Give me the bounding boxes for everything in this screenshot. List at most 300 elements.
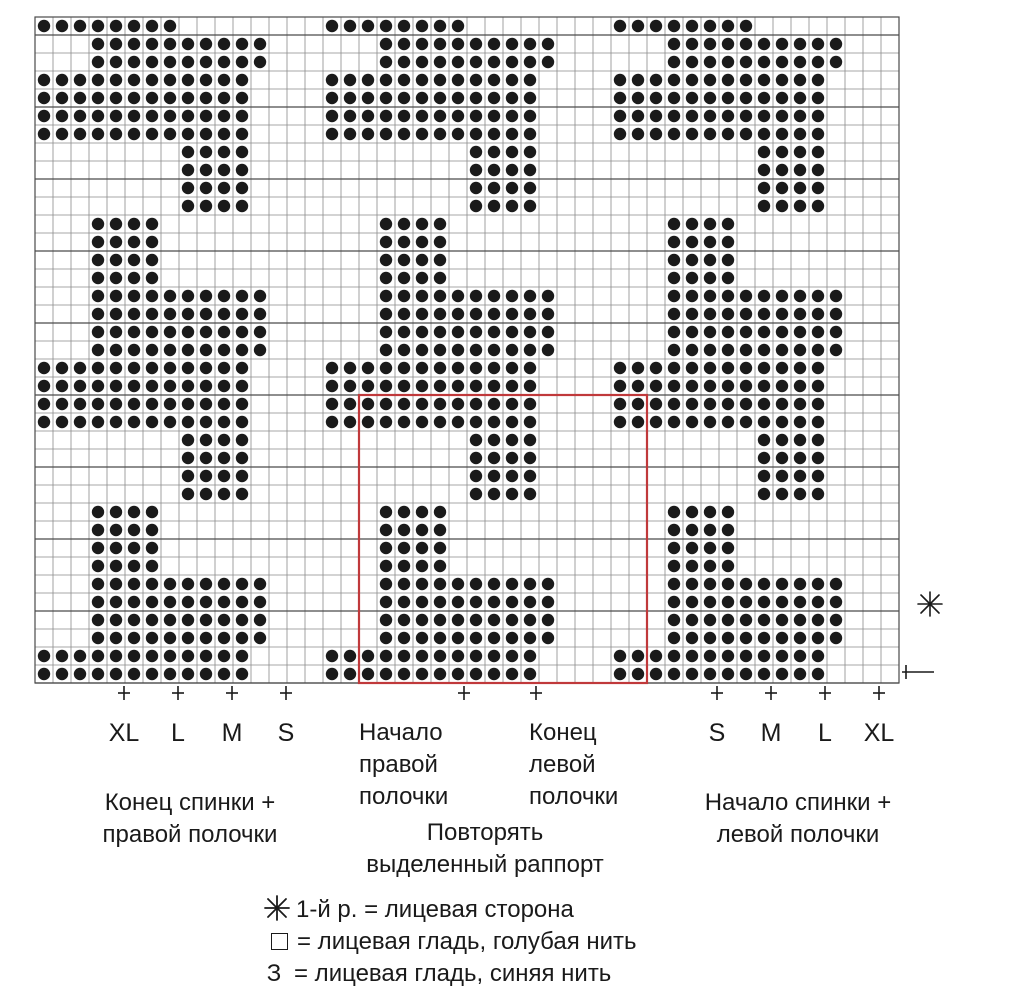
stitch-dot <box>506 164 518 176</box>
stitch-dot <box>776 38 788 50</box>
stitch-dot <box>182 470 194 482</box>
stitch-dot <box>722 524 734 536</box>
stitch-dot <box>38 92 50 104</box>
stitch-dot <box>740 38 752 50</box>
stitch-dot <box>812 128 824 140</box>
stitch-dot <box>740 614 752 626</box>
stitch-dot <box>614 650 626 662</box>
end-left-front-line1: Конец <box>529 719 597 746</box>
stitch-dot <box>470 164 482 176</box>
stitch-dot <box>524 164 536 176</box>
stitch-dot <box>704 650 716 662</box>
stitch-dot <box>164 20 176 32</box>
stitch-dot <box>110 326 122 338</box>
stitch-dot <box>506 74 518 86</box>
stitch-dot <box>704 38 716 50</box>
stitch-dot <box>236 578 248 590</box>
stitch-dot <box>110 74 122 86</box>
end-left-front-line2: левой <box>529 751 596 778</box>
stitch-dot <box>740 74 752 86</box>
stitch-dot <box>776 146 788 158</box>
stitch-dot <box>632 128 644 140</box>
stitch-dot <box>164 614 176 626</box>
stitch-dot <box>398 56 410 68</box>
stitch-dot <box>380 272 392 284</box>
stitch-dot <box>218 146 230 158</box>
stitch-dot <box>794 434 806 446</box>
stitch-dot <box>758 128 770 140</box>
stitch-dot <box>92 578 104 590</box>
stitch-dot <box>668 542 680 554</box>
stitch-dot <box>92 326 104 338</box>
stitch-dot <box>794 74 806 86</box>
stitch-dot <box>650 650 662 662</box>
stitch-dot <box>200 290 212 302</box>
stitch-dot <box>776 110 788 122</box>
stitch-dot <box>542 38 554 50</box>
stitch-dot <box>704 92 716 104</box>
stitch-dot <box>704 56 716 68</box>
stitch-dot <box>794 164 806 176</box>
stitch-dot <box>254 344 266 356</box>
stitch-dot <box>542 326 554 338</box>
stitch-dot <box>146 20 158 32</box>
stitch-dot <box>830 596 842 608</box>
stitch-dot <box>182 398 194 410</box>
stitch-dot <box>146 506 158 518</box>
stitch-dot <box>614 416 626 428</box>
stitch-dot <box>218 92 230 104</box>
stitch-dot <box>110 254 122 266</box>
stitch-dot <box>182 650 194 662</box>
stitch-dot <box>506 128 518 140</box>
stitch-dot <box>650 416 662 428</box>
stitch-dot <box>776 74 788 86</box>
stitch-dot <box>362 110 374 122</box>
stitch-dot <box>164 650 176 662</box>
size-label-m-left: M <box>221 719 243 747</box>
stitch-dot <box>812 578 824 590</box>
stitch-dot <box>776 452 788 464</box>
stitch-dot <box>182 164 194 176</box>
stitch-dot <box>128 92 140 104</box>
stitch-dot <box>632 650 644 662</box>
stitch-dot <box>434 398 446 410</box>
stitch-dot <box>722 398 734 410</box>
stitch-dot <box>758 56 770 68</box>
stitch-dot <box>524 56 536 68</box>
stitch-dot <box>218 164 230 176</box>
stitch-dot <box>614 110 626 122</box>
stitch-dot <box>236 452 248 464</box>
stitch-dot <box>146 236 158 248</box>
stitch-dot <box>704 254 716 266</box>
stitch-dot <box>506 38 518 50</box>
stitch-dot <box>434 326 446 338</box>
stitch-dot <box>380 56 392 68</box>
stitch-dot <box>758 614 770 626</box>
stitch-dot <box>200 614 212 626</box>
stitch-dot <box>128 344 140 356</box>
stitch-dot <box>38 380 50 392</box>
stitch-dot <box>236 74 248 86</box>
stitch-dot <box>110 578 122 590</box>
stitch-dot <box>398 542 410 554</box>
stitch-dot <box>92 362 104 374</box>
stitch-dot <box>146 272 158 284</box>
stitch-dot <box>416 668 428 680</box>
stitch-dot <box>614 668 626 680</box>
stitch-dot <box>344 416 356 428</box>
stitch-dot <box>92 110 104 122</box>
stitch-dot <box>182 596 194 608</box>
stitch-dot <box>326 74 338 86</box>
stitch-dot <box>128 416 140 428</box>
stitch-dot <box>686 560 698 572</box>
stitch-dot <box>326 650 338 662</box>
stitch-dot <box>452 110 464 122</box>
stitch-dot <box>200 146 212 158</box>
stitch-dot <box>668 236 680 248</box>
stitch-dot <box>722 272 734 284</box>
stitch-dot <box>92 272 104 284</box>
stitch-dot <box>686 308 698 320</box>
stitch-dot <box>686 668 698 680</box>
stitch-dot <box>812 614 824 626</box>
stitch-dot <box>200 470 212 482</box>
stitch-dot <box>758 182 770 194</box>
stitch-dot <box>146 362 158 374</box>
stitch-dot <box>326 110 338 122</box>
stitch-dot <box>200 362 212 374</box>
stitch-dot <box>686 110 698 122</box>
stitch-dot <box>488 416 500 428</box>
stitch-dot <box>668 650 680 662</box>
stitch-dot <box>110 128 122 140</box>
stitch-dot <box>92 128 104 140</box>
stitch-dot <box>812 182 824 194</box>
stitch-dot <box>416 344 428 356</box>
stitch-dot <box>758 416 770 428</box>
stitch-dot <box>128 524 140 536</box>
stitch-dot <box>686 542 698 554</box>
stitch-dot <box>146 578 158 590</box>
stitch-dot <box>236 416 248 428</box>
stitch-dot <box>110 560 122 572</box>
stitch-dot <box>794 200 806 212</box>
stitch-dot <box>488 200 500 212</box>
stitch-dot <box>146 128 158 140</box>
stitch-dot <box>452 74 464 86</box>
stitch-dot <box>146 290 158 302</box>
stitch-dot <box>110 38 122 50</box>
stitch-dot <box>110 614 122 626</box>
stitch-dot <box>236 290 248 302</box>
stitch-dot <box>668 578 680 590</box>
stitch-dot <box>794 452 806 464</box>
stitch-dot <box>776 344 788 356</box>
stitch-dot <box>344 380 356 392</box>
stitch-dot <box>722 380 734 392</box>
stitch-dot <box>758 326 770 338</box>
stitch-dot <box>434 578 446 590</box>
stitch-dot <box>434 560 446 572</box>
stitch-dot <box>362 398 374 410</box>
stitch-dot <box>200 164 212 176</box>
stitch-dot <box>704 20 716 32</box>
stitch-dot <box>380 290 392 302</box>
stitch-dot <box>704 308 716 320</box>
stitch-dot <box>704 110 716 122</box>
stitch-dot <box>488 578 500 590</box>
stitch-dot <box>686 650 698 662</box>
stitch-dot <box>794 182 806 194</box>
stitch-dot <box>218 668 230 680</box>
stitch-dot <box>668 218 680 230</box>
stitch-dot <box>686 506 698 518</box>
stitch-dot <box>452 650 464 662</box>
stitch-dot <box>164 290 176 302</box>
stitch-dot <box>398 218 410 230</box>
stitch-dot <box>812 92 824 104</box>
stitch-dot <box>812 434 824 446</box>
stitch-dot <box>542 578 554 590</box>
stitch-dot <box>434 308 446 320</box>
stitch-dot <box>506 578 518 590</box>
stitch-dot <box>128 290 140 302</box>
stitch-dot <box>524 398 536 410</box>
stitch-dot <box>362 650 374 662</box>
stitch-dot <box>758 380 770 392</box>
stitch-dot <box>614 362 626 374</box>
stitch-dot <box>488 452 500 464</box>
stitch-dot <box>416 110 428 122</box>
stitch-dot <box>668 524 680 536</box>
stitch-dot <box>812 452 824 464</box>
stitch-dot <box>92 398 104 410</box>
stitch-dot <box>686 218 698 230</box>
stitch-dot <box>110 668 122 680</box>
stitch-dot <box>146 344 158 356</box>
stitch-dot <box>110 56 122 68</box>
stitch-dot <box>506 434 518 446</box>
stitch-dot <box>794 362 806 374</box>
stitch-dot <box>506 362 518 374</box>
stitch-dot <box>200 326 212 338</box>
empty-cell-icon <box>271 933 288 950</box>
size-label-l-left: L <box>171 719 185 747</box>
stitch-dot <box>110 524 122 536</box>
stitch-dot <box>668 380 680 392</box>
stitch-dot <box>758 488 770 500</box>
stitch-dot <box>254 308 266 320</box>
stitch-dot <box>398 524 410 536</box>
stitch-dot <box>524 182 536 194</box>
stitch-dot <box>740 650 752 662</box>
stitch-dot <box>56 668 68 680</box>
stitch-dot <box>380 92 392 104</box>
stitch-dot <box>722 326 734 338</box>
stitch-dot <box>452 38 464 50</box>
stitch-dot <box>416 380 428 392</box>
stitch-dot <box>452 326 464 338</box>
stitch-dot <box>776 614 788 626</box>
asterisk-icon <box>262 895 292 921</box>
stitch-dot <box>506 344 518 356</box>
stitch-dot <box>38 20 50 32</box>
stitch-dot <box>650 74 662 86</box>
stitch-dot <box>812 470 824 482</box>
stitch-dot <box>146 254 158 266</box>
stitch-dot <box>632 416 644 428</box>
stitch-dot <box>380 74 392 86</box>
stitch-dot <box>128 596 140 608</box>
stitch-dot <box>434 506 446 518</box>
stitch-dot <box>470 596 482 608</box>
stitch-dot <box>812 362 824 374</box>
stitch-dot <box>830 290 842 302</box>
stitch-dot <box>398 632 410 644</box>
stitch-dot <box>758 38 770 50</box>
stitch-dot <box>164 110 176 122</box>
stitch-dot <box>704 596 716 608</box>
stitch-dot <box>812 308 824 320</box>
stitch-dot <box>470 452 482 464</box>
stitch-dot <box>236 488 248 500</box>
stitch-dot <box>128 74 140 86</box>
stitch-dot <box>488 92 500 104</box>
stitch-dot <box>200 650 212 662</box>
stitch-dot <box>776 92 788 104</box>
stitch-dot <box>704 74 716 86</box>
stitch-dot <box>488 164 500 176</box>
stitch-dot <box>776 650 788 662</box>
stitch-dot <box>470 92 482 104</box>
stitch-dot <box>506 596 518 608</box>
stitch-dot <box>128 668 140 680</box>
stitch-dot <box>776 182 788 194</box>
stitch-dot <box>326 380 338 392</box>
stitch-dot <box>506 650 518 662</box>
stitch-dot <box>686 38 698 50</box>
stitch-dot <box>110 344 122 356</box>
stitch-dot <box>128 110 140 122</box>
stitch-dot <box>74 92 86 104</box>
stitch-dot <box>200 398 212 410</box>
stitch-dot <box>470 578 482 590</box>
stitch-dot <box>776 578 788 590</box>
stitch-dot <box>506 290 518 302</box>
stitch-dot <box>398 344 410 356</box>
stitch-dot <box>380 614 392 626</box>
stitch-dot <box>650 668 662 680</box>
stitch-dot <box>434 74 446 86</box>
stitch-dot <box>632 110 644 122</box>
stitch-dot <box>506 614 518 626</box>
stitch-dot <box>236 164 248 176</box>
stitch-dot <box>326 128 338 140</box>
stitch-dot <box>38 668 50 680</box>
stitch-dot <box>722 650 734 662</box>
stitch-dot <box>470 344 482 356</box>
stitch-dot <box>668 110 680 122</box>
stitch-dot <box>164 128 176 140</box>
stitch-dot <box>794 650 806 662</box>
stitch-dot <box>182 416 194 428</box>
stitch-dot <box>452 632 464 644</box>
stitch-dot <box>236 470 248 482</box>
stitch-dot <box>668 632 680 644</box>
stitch-dot <box>704 524 716 536</box>
stitch-dot <box>218 56 230 68</box>
stitch-dot <box>794 380 806 392</box>
stitch-dot <box>380 650 392 662</box>
stitch-dot <box>416 218 428 230</box>
stitch-dot <box>182 668 194 680</box>
stitch-dot <box>650 128 662 140</box>
stitch-dot <box>524 614 536 626</box>
stitch-dot <box>380 542 392 554</box>
stitch-dot <box>92 92 104 104</box>
stitch-dot <box>812 326 824 338</box>
stitch-dot <box>758 164 770 176</box>
stitch-dot <box>704 218 716 230</box>
stitch-dot <box>632 668 644 680</box>
stitch-dot <box>56 110 68 122</box>
stitch-dot <box>758 344 770 356</box>
stitch-dot <box>434 416 446 428</box>
stitch-dot <box>236 56 248 68</box>
stitch-dot <box>398 362 410 374</box>
stitch-dot <box>164 416 176 428</box>
stitch-dot <box>776 380 788 392</box>
stitch-dot <box>398 20 410 32</box>
stitch-dot <box>200 434 212 446</box>
stitch-dot <box>488 74 500 86</box>
stitch-dot <box>668 668 680 680</box>
stitch-dot <box>470 362 482 374</box>
stitch-dot <box>488 146 500 158</box>
stitch-dot <box>794 38 806 50</box>
stitch-dot <box>110 308 122 320</box>
stitch-dot <box>218 128 230 140</box>
stitch-dot <box>92 542 104 554</box>
stitch-dot <box>326 416 338 428</box>
stitch-dot <box>380 632 392 644</box>
stitch-dot <box>416 416 428 428</box>
stitch-dot <box>218 416 230 428</box>
stitch-dot <box>524 488 536 500</box>
stitch-dot <box>776 290 788 302</box>
stitch-dot <box>344 74 356 86</box>
stitch-dot <box>686 92 698 104</box>
stitch-dot <box>686 344 698 356</box>
stitch-dot <box>524 596 536 608</box>
stitch-dot <box>434 236 446 248</box>
stitch-dot <box>452 308 464 320</box>
stitch-dot <box>362 362 374 374</box>
stitch-dot <box>182 632 194 644</box>
stitch-dot <box>182 38 194 50</box>
stitch-dot <box>758 668 770 680</box>
stitch-dot <box>794 578 806 590</box>
stitch-dot <box>488 344 500 356</box>
stitch-dot <box>740 290 752 302</box>
stitch-dot <box>146 416 158 428</box>
stitch-dot <box>434 650 446 662</box>
stitch-dot <box>686 632 698 644</box>
stitch-dot <box>506 92 518 104</box>
